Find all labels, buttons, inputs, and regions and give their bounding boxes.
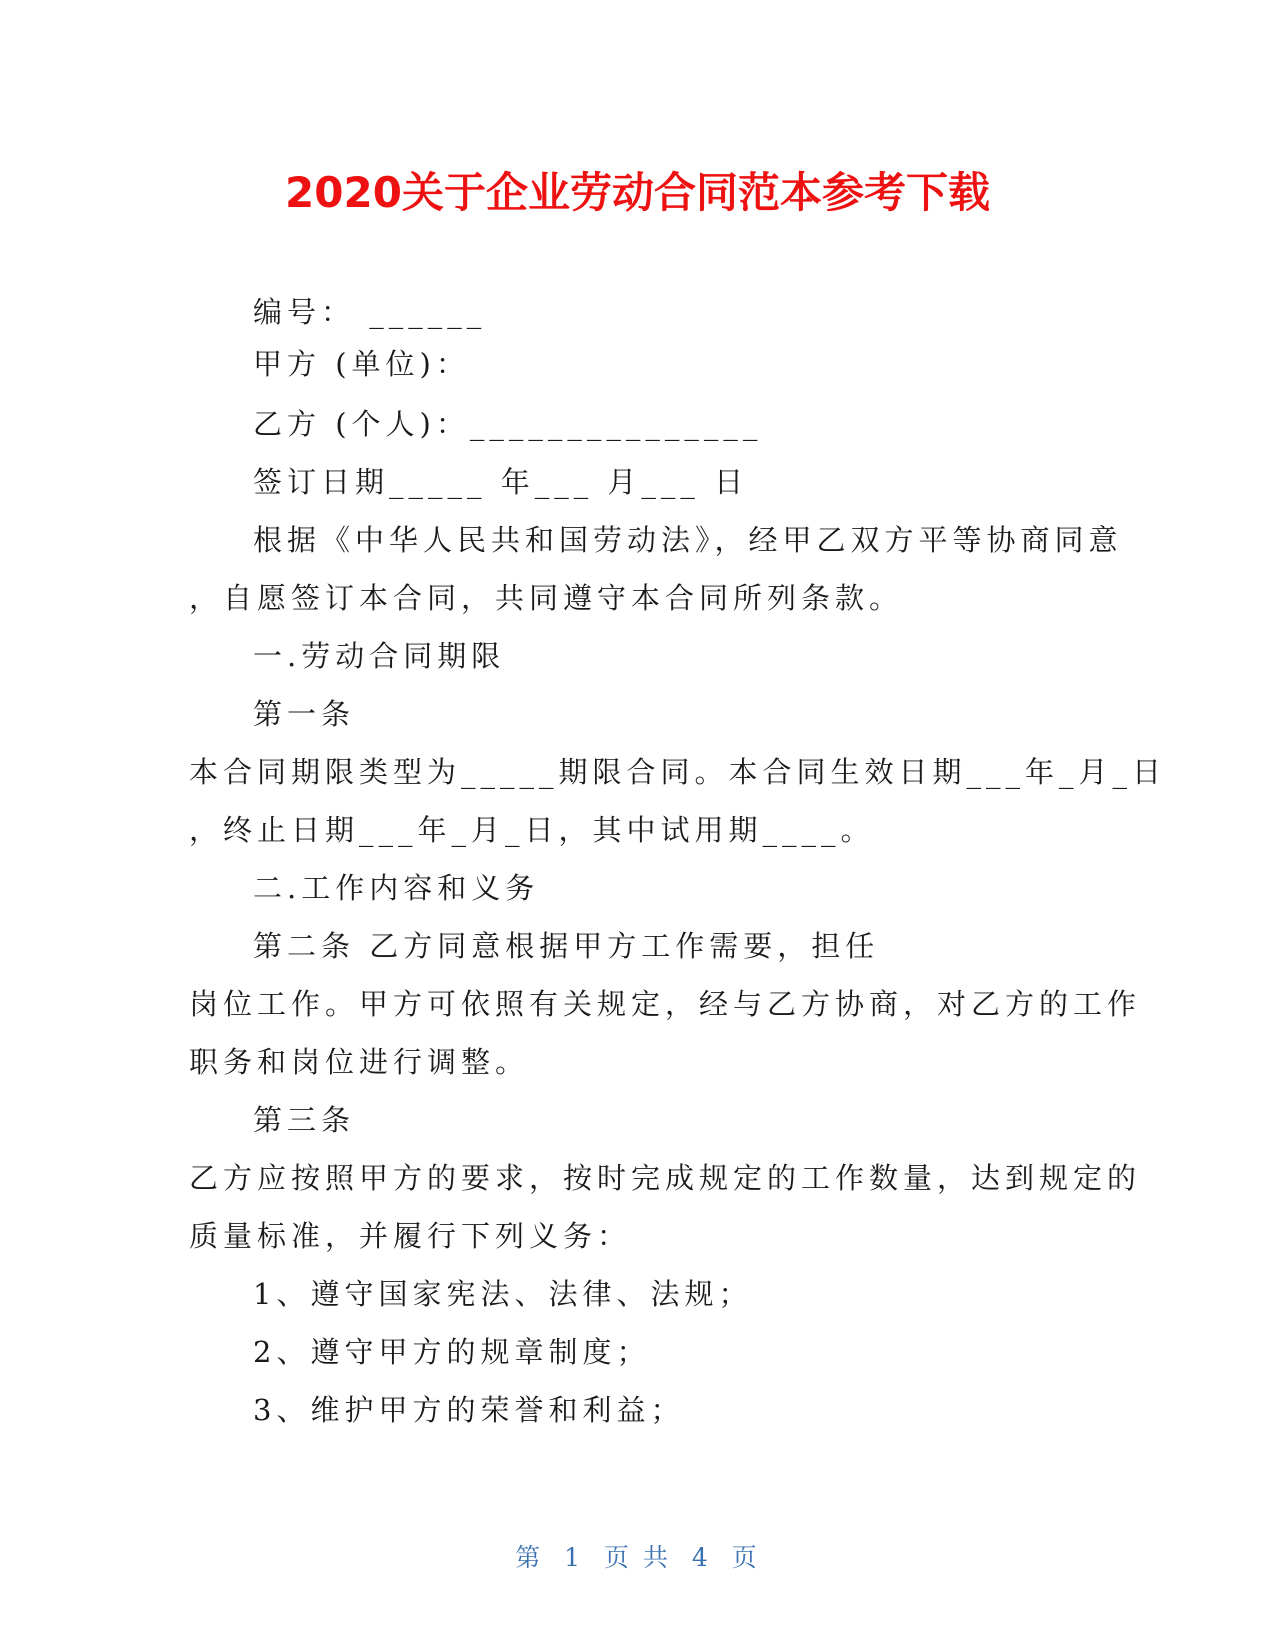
article-3-text-1: 乙方应按照甲方的要求，按时完成规定的工作数量，达到规定的: [189, 1161, 1142, 1195]
duty-item-3: 3、维护甲方的荣誉和利益；: [253, 1393, 685, 1427]
page-footer: [0, 1538, 1275, 1574]
party-b-line: 乙方 (个人)：_______________: [253, 407, 763, 441]
article-2-heading: 第二条 乙方同意根据甲方工作需要，担任: [253, 929, 880, 963]
article-2-text-1: 岗位工作。甲方可依照有关规定，经与乙方协商，对乙方的工作: [189, 987, 1142, 1021]
party-a-line: 甲方 (单位)：: [253, 347, 470, 381]
preamble-line-2: ，自愿签订本合同，共同遵守本合同所列条款。: [189, 581, 904, 615]
article-1-text-1: 本合同期限类型为_____期限合同。本合同生效日期___年_月_日: [189, 755, 1167, 789]
article-1-text-2: ，终止日期___年_月_日，其中试用期____。: [189, 813, 875, 847]
duty-item-2: 2、遵守甲方的规章制度；: [253, 1335, 651, 1369]
duty-item-1: 1、遵守国家宪法、法律、法规；: [253, 1277, 753, 1311]
article-3-heading: 第三条: [253, 1103, 356, 1137]
preamble-line-1: 根据《中华人民共和国劳动法》，经甲乙双方平等协商同意: [253, 523, 1123, 557]
section-heading-2: 二.工作内容和义务: [253, 871, 540, 905]
footer-middle: 页 共: [604, 1543, 671, 1572]
footer-page-number: 1: [564, 1543, 584, 1572]
signing-date-line: 签订日期_____ 年___ 月___ 日: [253, 465, 749, 499]
footer-suffix: 页: [731, 1543, 760, 1572]
contract-number-line: 编号： ______: [253, 295, 487, 329]
article-2-text-2: 职务和岗位进行调整。: [189, 1045, 530, 1079]
article-3-text-2: 质量标准，并履行下列义务：: [189, 1219, 632, 1253]
footer-prefix: 第: [515, 1543, 544, 1572]
footer-total-pages: 4: [691, 1543, 711, 1572]
section-heading-1: 一.劳动合同期限: [253, 639, 506, 673]
document-title: 2020关于企业劳动合同范本参考下载: [285, 168, 990, 217]
article-1-heading: 第一条: [253, 697, 356, 731]
